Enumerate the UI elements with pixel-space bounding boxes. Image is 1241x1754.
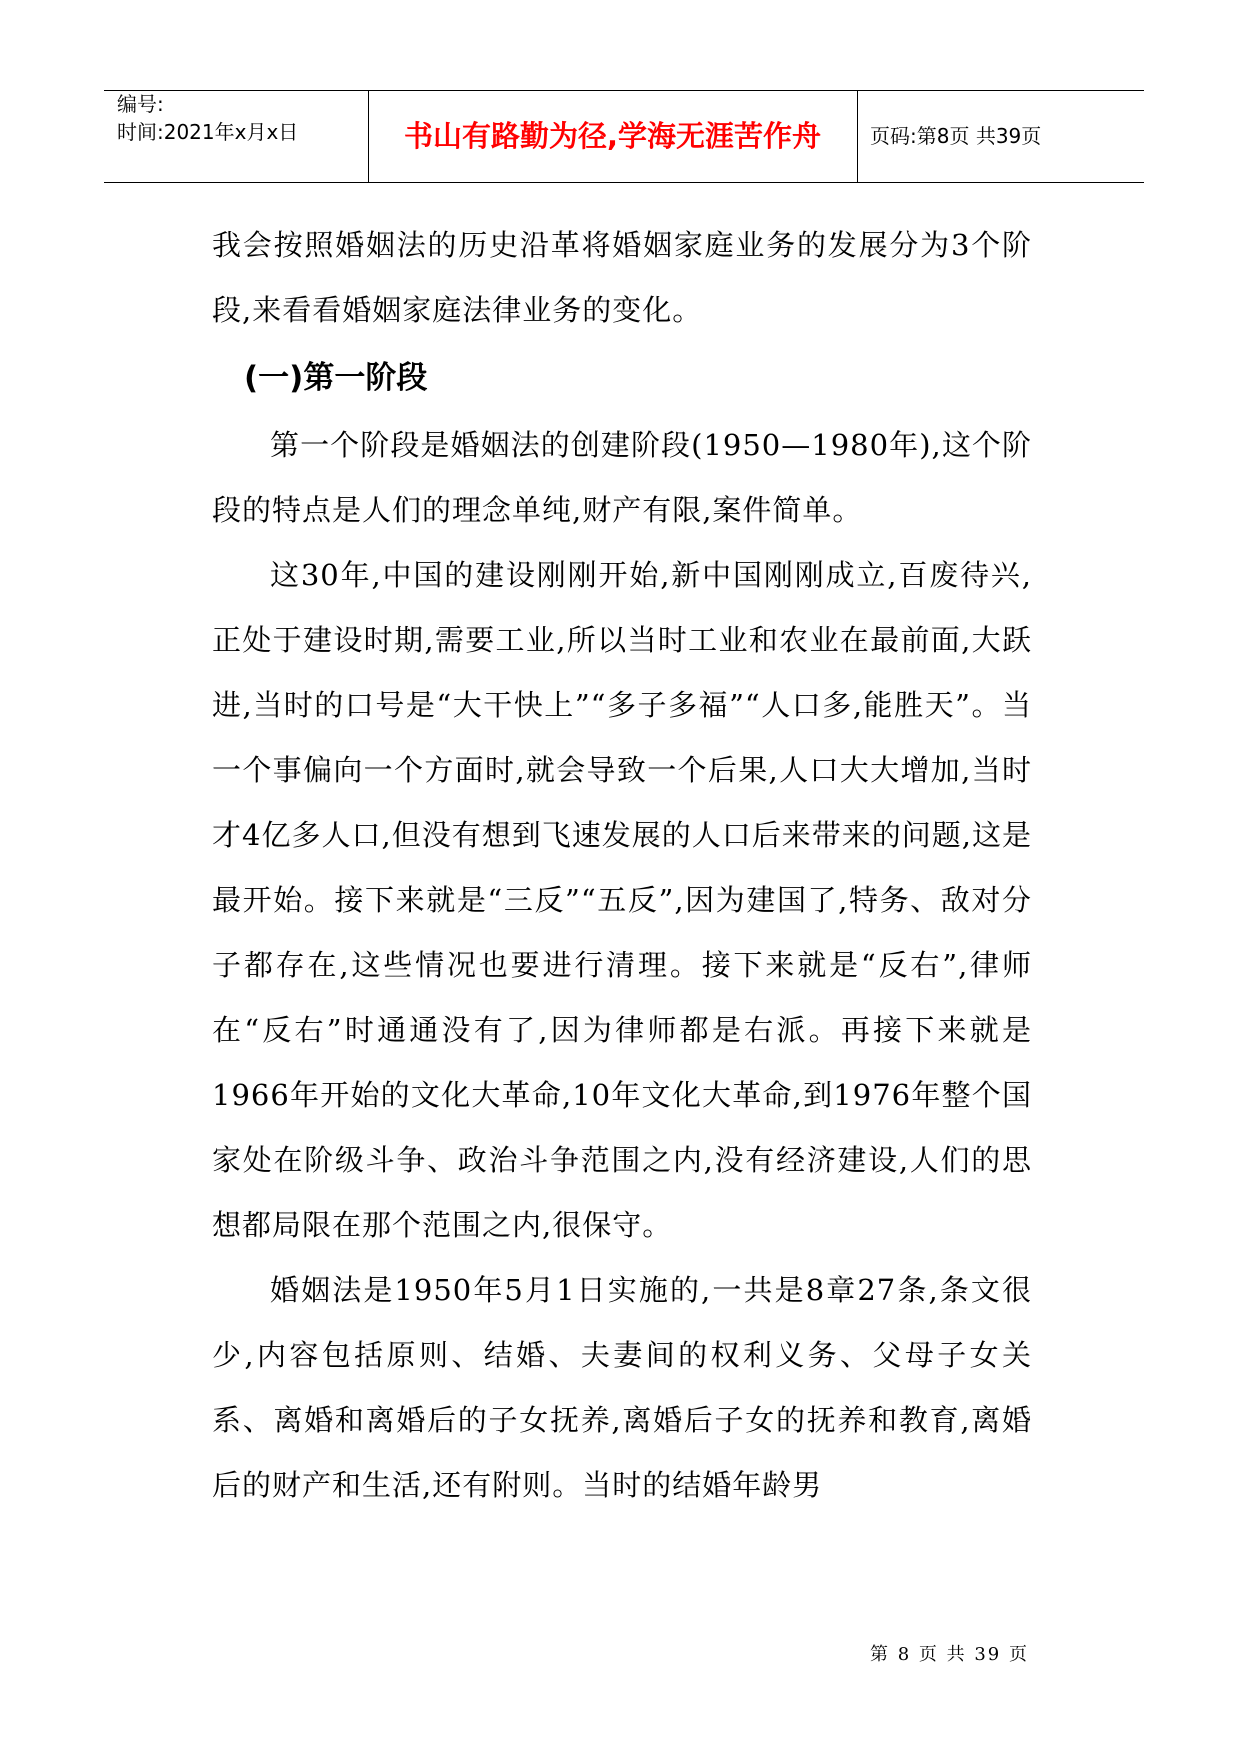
header-divider-right (857, 90, 858, 183)
paragraph-history: 这30年,中国的建设刚刚开始,新中国刚刚成立,百废待兴,正处于建设时期,需要工业,所以当时工业和农业在最前面,大跃进,当时的口号是“大干快上”“多子多福”“人口多,能胜天”。当一个事偏向一个方面时,就会导致一个后果,人口大大增加,当时才4亿多人口,但没有想到飞速发展的人口后来带来的问题,这是最开始。接下来就是“三反”“五反”,因为建国了,特务、敌对分子都存在,这些情况也要进行清理。接下来就是“反右”,律师在“反右”时通通没有了,因为律师都是右派。再接下来就是1966年开始的文化大革命,10年文化大革命,到1976年整个国家处在阶级斗争、政治斗争范围之内,没有经济建设,人们的思想都局限在那个范围之内,很保守。 (212, 558, 1032, 1242)
document-body (212, 213, 1032, 1518)
paragraph-marriage-law: 婚姻法是1950年5月1日实施的,一共是8章27条,条文很少,内容包括原则、结婚、夫妻间的权利义务、父母子女关系、离婚和离婚后的子女抚养,离婚后子女的抚养和教育,离婚后的财产和生活,还有附则。当时的结婚年龄男 (212, 1273, 1032, 1502)
paragraph-intro: 我会按照婚姻法的历史沿革将婚姻家庭业务的发展分为3个阶段,来看看婚姻家庭法律业务的变化。 (212, 228, 1032, 327)
footer-page-number: 第 8 页 共 39 页 (870, 1644, 1029, 1665)
header-motto: 书山有路勤为径,学海无涯苦作舟 (403, 119, 822, 153)
header-page-info: 页码:第8页 共39页 (870, 124, 1042, 148)
paragraph-stage-one: 第一个阶段是婚姻法的创建阶段(1950—1980年),这个阶段的特点是人们的理念单纯,财产有限,案件简单。 (212, 428, 1032, 527)
header-number-label: 编号: (117, 92, 164, 116)
header-time-label: 时间:2021年x月x日 (117, 120, 299, 144)
section-heading: (一)第一阶段 (244, 360, 428, 396)
header-meta (117, 90, 298, 146)
header-bottom-rule (104, 182, 1144, 183)
